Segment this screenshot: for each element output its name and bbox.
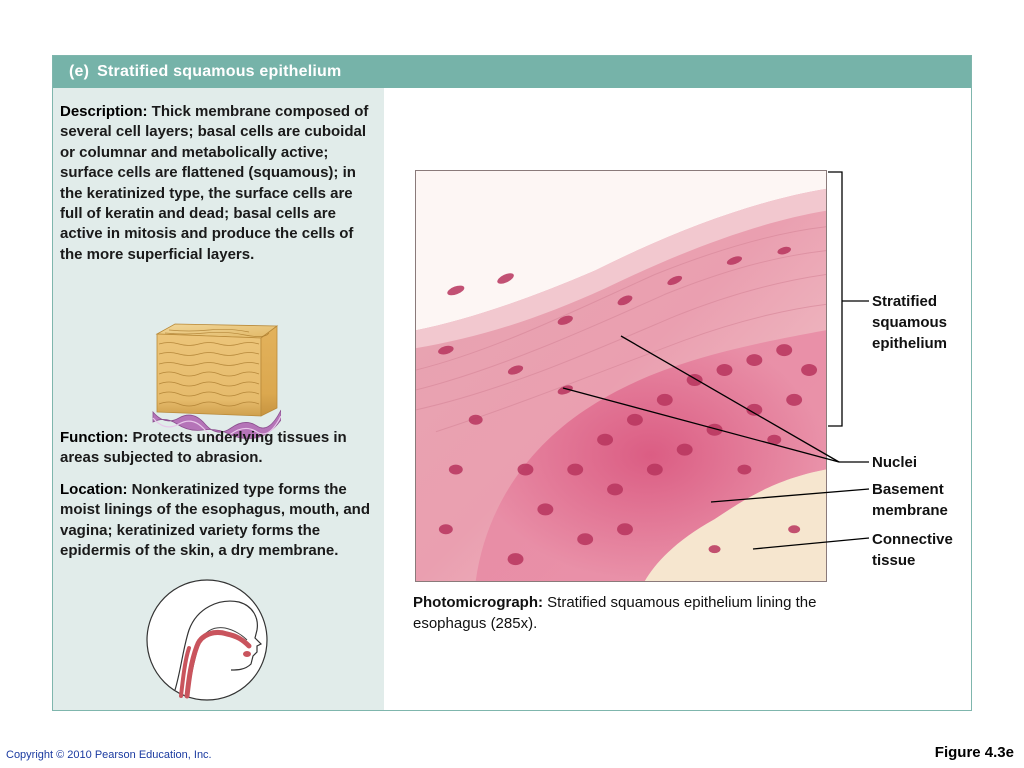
location-text: Nonkeratinized type forms the moist linings of the esophagus, mouth, and vagina; keratinized variety forms the epidermis of the skin, a dry membrane. xyxy=(60,481,371,560)
label-nuclei: Nuclei xyxy=(872,454,918,471)
caption-label: Photomicrograph: xyxy=(413,594,543,611)
nuclei-leader-1 xyxy=(621,336,839,462)
panel-title-text: Stratified squamous epithelium xyxy=(97,63,342,80)
panel-letter: (e) xyxy=(69,63,90,80)
label-line: Connective xyxy=(872,531,953,548)
caption-text: Stratified squamous epithelium lining the esophagus (285x). xyxy=(413,594,817,632)
label-line: tissue xyxy=(872,552,916,569)
description-text: Thick membrane composed of several cell layers; basal cells are cuboidal or columnar and metabolically active; surface cells are flattened (squamous); in the keratinized type, the surface cells are full of keratin and dead; basal cells are active in mitosis and produce the cells of the more superficial layers. xyxy=(60,103,369,263)
epithelium-bracket xyxy=(828,172,842,426)
label-line: squamous xyxy=(872,314,948,331)
connective-tissue-leader xyxy=(753,538,869,549)
function-text: Protects underlying tissues in areas subjected to abrasion. xyxy=(60,429,347,467)
label-line: Basement xyxy=(872,481,944,498)
location-label: Location: xyxy=(60,481,128,498)
description-label: Description: xyxy=(60,103,148,120)
leader-lines xyxy=(53,56,971,710)
copyright-notice: Copyright © 2010 Pearson Education, Inc. xyxy=(6,749,212,761)
label-line: Stratified xyxy=(872,293,938,310)
basement-membrane-leader xyxy=(711,489,869,502)
label-line: epithelium xyxy=(872,335,948,352)
nuclei-leader-2 xyxy=(563,388,839,462)
function-label: Function: xyxy=(60,429,129,446)
figure-number: Figure 4.3e xyxy=(934,744,1014,761)
label-line: membrane xyxy=(872,502,948,519)
figure-panel xyxy=(52,55,972,711)
